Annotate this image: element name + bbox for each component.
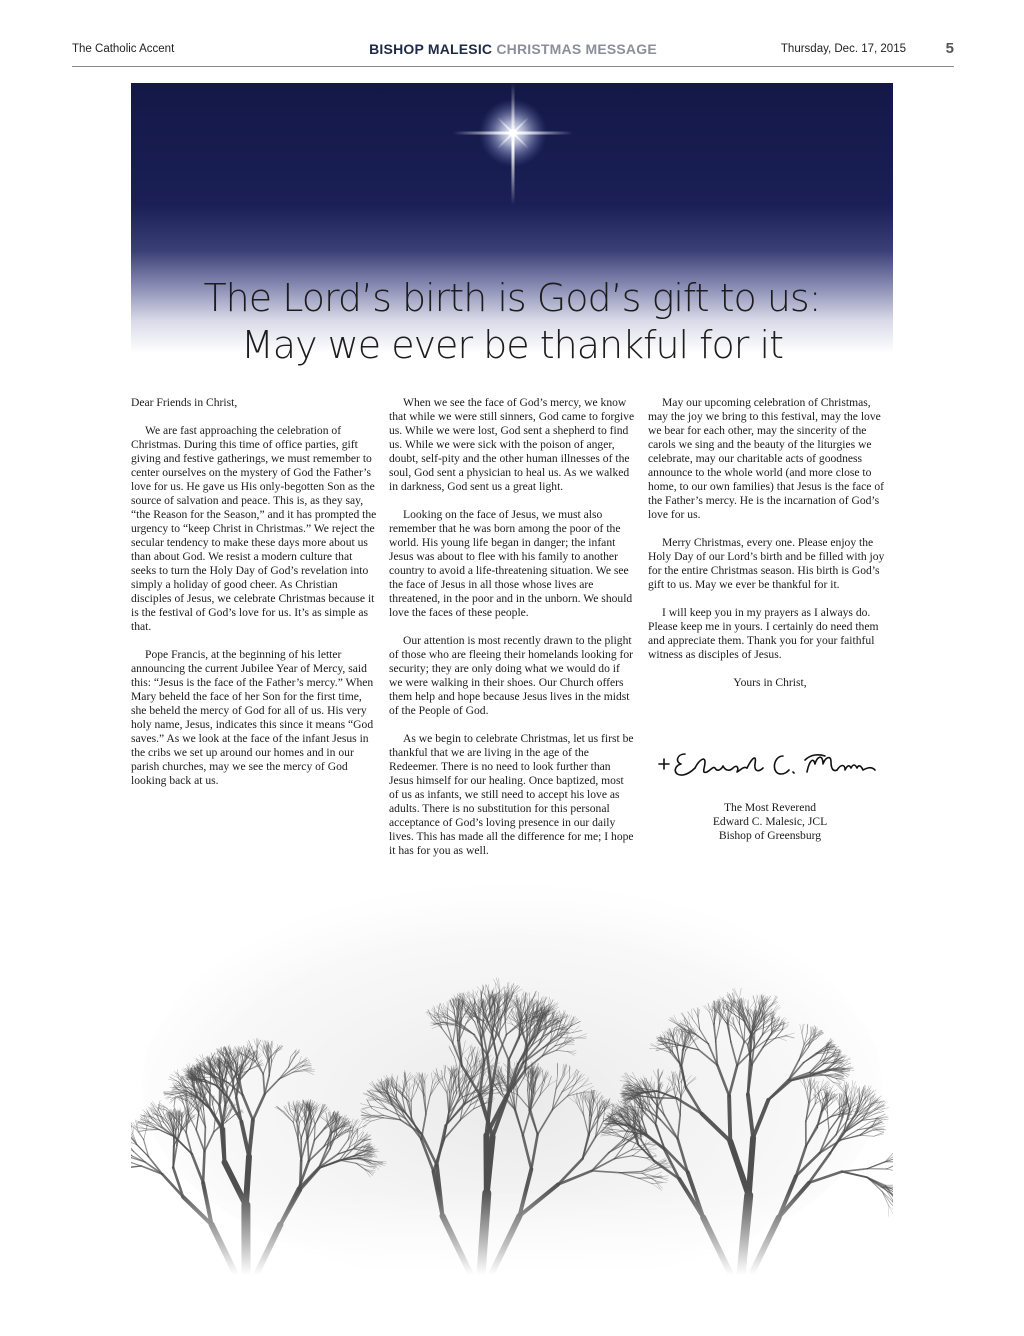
signer-office: Bishop of Greensburg: [718, 829, 822, 842]
closing: Yours in Christ,: [733, 676, 807, 689]
paragraph-8: Merry Christmas, every one. Please enjoy the Holy Day of our Lord’s birth and be filled with joy for the entire Christmas season. His birth is God’s gift to us. May we ever be thankful for it.: [648, 536, 885, 591]
headline: [131, 275, 893, 369]
paragraph-4: Looking on the face of Jesus, we must also remember that he was born among the poor of the world. His young life began in danger; the infant Jesus was about to flee with his family to another country to avoid a life-threatening situation. We see the face of Jesus in all those whose lives are threatened, in the poor and in the unborn. We should love the faces of these people.: [389, 508, 633, 619]
snowy-trees-image: [131, 845, 893, 1275]
paragraph-7: May our upcoming celebration of Christmas, may the joy we bring to this festival, may the love we bear for each other, may the sincerity of the carols we sing and the beauty of the liturgies we celebrate, may our charitable acts of goodness announce to the whole world (and more close to home, to our own families) that Jesus is the face of the Father’s mercy. He is the incarnation of God’s love for us.: [648, 396, 885, 521]
paragraph-3: When we see the face of God’s mercy, we know that while we were still sinners, God came to forgive us. While we were lost, God sent a shepherd to find us. While we were sick with the poison of anger, doubt, self-pity and the other human illnesses of the soul, God sent a physician to heal us. As we walked in darkness, God sent us a great light.: [389, 396, 635, 493]
page-header: [72, 38, 954, 67]
headline-line-2: May we ever be thankful for it: [241, 323, 783, 367]
section-title-secondary: CHRISTMAS MESSAGE: [496, 41, 657, 57]
paragraph-1: We are fast approaching the celebration of Christmas. During this time of office parties, gift giving and festive gatherings, we must remember to center ourselves on the mystery of God the Father’s love for us. He gave us His only-begotten Son as the source of salvation and peace. This is, as they say, “the Reason for the Season,” and it has prompted the urgency to “keep Christ in Christmas.” We reject the secular tendency to make these days more about us than about God. We resist a modern culture that seeks to turn the Holy Day of God’s revelation into simply a holiday of good cheer. As Christian disciples of Jesus, we celebrate Christmas because it is the festival of God’s love for us. It’s as simple as that.: [131, 424, 377, 633]
paragraph-9: I will keep you in my prayers as I always do. Please keep me in yours. I certainly do need them and appreciate them. Thank you for your faithful witness as disciples of Jesus.: [648, 606, 879, 661]
signer-name: Edward C. Malesic, JCL: [712, 815, 828, 828]
paragraph-5: Our attention is most recently drawn to the plight of those who are fleeing their homelands looking for security; they are only doing what we would do if we were walking in their shoes. Our Church offers them help and hope because Jesus lives in the midst of the People of God.: [389, 634, 634, 717]
signature-icon: [655, 742, 880, 788]
publication-name: The Catholic Accent: [72, 43, 175, 55]
column-2: [389, 396, 635, 872]
signature-block: [648, 801, 892, 843]
issue-date: Thursday, Dec. 17, 2015: [780, 43, 906, 55]
column-3: [648, 396, 892, 704]
signer-title: The Most Reverend: [723, 801, 817, 814]
headline-line-1: The Lord’s birth is God’s gift to us:: [203, 276, 821, 320]
column-1: [131, 396, 377, 802]
page-number: 5: [945, 40, 954, 57]
paragraph-6: As we begin to celebrate Christmas, let us first be thankful that we are living in the age of the Redeemer. There is no need to look further than Jesus himself for our healing. Once baptized, most of us as infants, we still need to accept his love as adults. There is no substitution for this personal acceptance of God’s loving presence in our daily lives. This has made all the difference for me; I hope: [389, 732, 634, 843]
paragraph-2: Pope Francis, at the beginning of his letter announcing the current Jubilee Year of Mercy, said this: “Jesus is the face of the Father’s mercy.” When Mary beheld the face of her Son for the first time, she beheld the mercy of God for all of us. His very holy name, Jesus, indicates this since it means “God saves.” As we look at the face of the infant Jesus in the cribs we set up around our homes and in our parish churches, may we see the mercy of God looking back at us.: [131, 648, 374, 787]
salutation: Dear Friends in Christ,: [131, 396, 238, 409]
section-title-primary: BISHOP MALESIC: [369, 41, 493, 57]
